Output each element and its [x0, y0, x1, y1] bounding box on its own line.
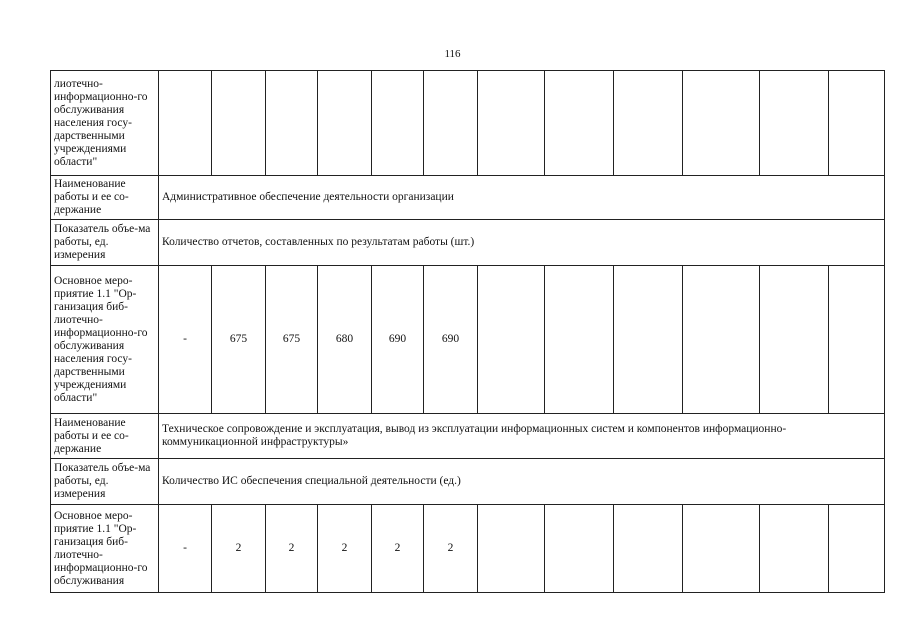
- table-cell: 680: [318, 266, 372, 414]
- table-cell: [614, 71, 683, 176]
- table-cell: [760, 505, 829, 593]
- table-cell: [614, 266, 683, 414]
- row-label: лиотечно-информационно-го обслуживания населения госу-дарственными учреждениями области": [51, 71, 159, 176]
- table-row: [51, 459, 885, 505]
- table-cell: [760, 266, 829, 414]
- row-label: Показатель объе-ма работы, ед. измерения: [51, 459, 159, 505]
- table-cell: [545, 71, 614, 176]
- table-cell: [478, 266, 545, 414]
- table-cell: 690: [424, 266, 478, 414]
- table-cell: [683, 266, 760, 414]
- table-cell: 2: [372, 505, 424, 593]
- table-cell: [829, 71, 885, 176]
- volume-indicator: Количество отчетов, составленных по результатам работы (шт.): [159, 220, 885, 266]
- table-cell: [829, 266, 885, 414]
- work-description: Административное обеспечение деятельности организации: [159, 176, 885, 220]
- table-row: [51, 505, 885, 593]
- table-cell: 675: [266, 266, 318, 414]
- table-cell: 2: [266, 505, 318, 593]
- table-cell: [829, 505, 885, 593]
- table-cell: [760, 71, 829, 176]
- row-label: Основное меро-приятие 1.1 "Ор-ганизация биб-лиотечно-информационно-го обслуживания населения госу-дарственными учреждениями области": [51, 266, 159, 414]
- table-cell: [683, 505, 760, 593]
- page-number: 116: [444, 48, 461, 60]
- row-label: Наименование работы и ее со-держание: [51, 414, 159, 459]
- table-cell: [545, 505, 614, 593]
- table-row: [51, 71, 885, 176]
- table-row: [51, 414, 885, 459]
- table-row: [51, 266, 885, 414]
- table-cell: -: [159, 505, 212, 593]
- table-row: [51, 176, 885, 220]
- table-cell: 675: [212, 266, 266, 414]
- table-cell: [614, 505, 683, 593]
- table-cell: [545, 266, 614, 414]
- table-cell: [212, 71, 266, 176]
- table-cell: [478, 505, 545, 593]
- table-cell: [478, 71, 545, 176]
- table-cell: [318, 71, 372, 176]
- table-cell: [683, 71, 760, 176]
- table-cell: 2: [318, 505, 372, 593]
- work-description: Техническое сопровождение и эксплуатация, вывод из эксплуатации информационных систем и компонентов информационно-коммуникационной инфраструктуры»: [159, 414, 885, 459]
- table-cell: [372, 71, 424, 176]
- table-cell: 2: [212, 505, 266, 593]
- row-label: Наименование работы и ее со-держание: [51, 176, 159, 220]
- table-cell: [159, 71, 212, 176]
- table-cell: 690: [372, 266, 424, 414]
- row-label: Основное меро-приятие 1.1 "Ор-ганизация биб-лиотечно-информационно-го обслуживания: [51, 505, 159, 593]
- table-row: [51, 220, 885, 266]
- row-label: Показатель объе-ма работы, ед. измерения: [51, 220, 159, 266]
- table-cell: [266, 71, 318, 176]
- document-table: [50, 70, 885, 593]
- table-cell: -: [159, 266, 212, 414]
- table-cell: 2: [424, 505, 478, 593]
- table-cell: [424, 71, 478, 176]
- volume-indicator: Количество ИС обеспечения специальной деятельности (ед.): [159, 459, 885, 505]
